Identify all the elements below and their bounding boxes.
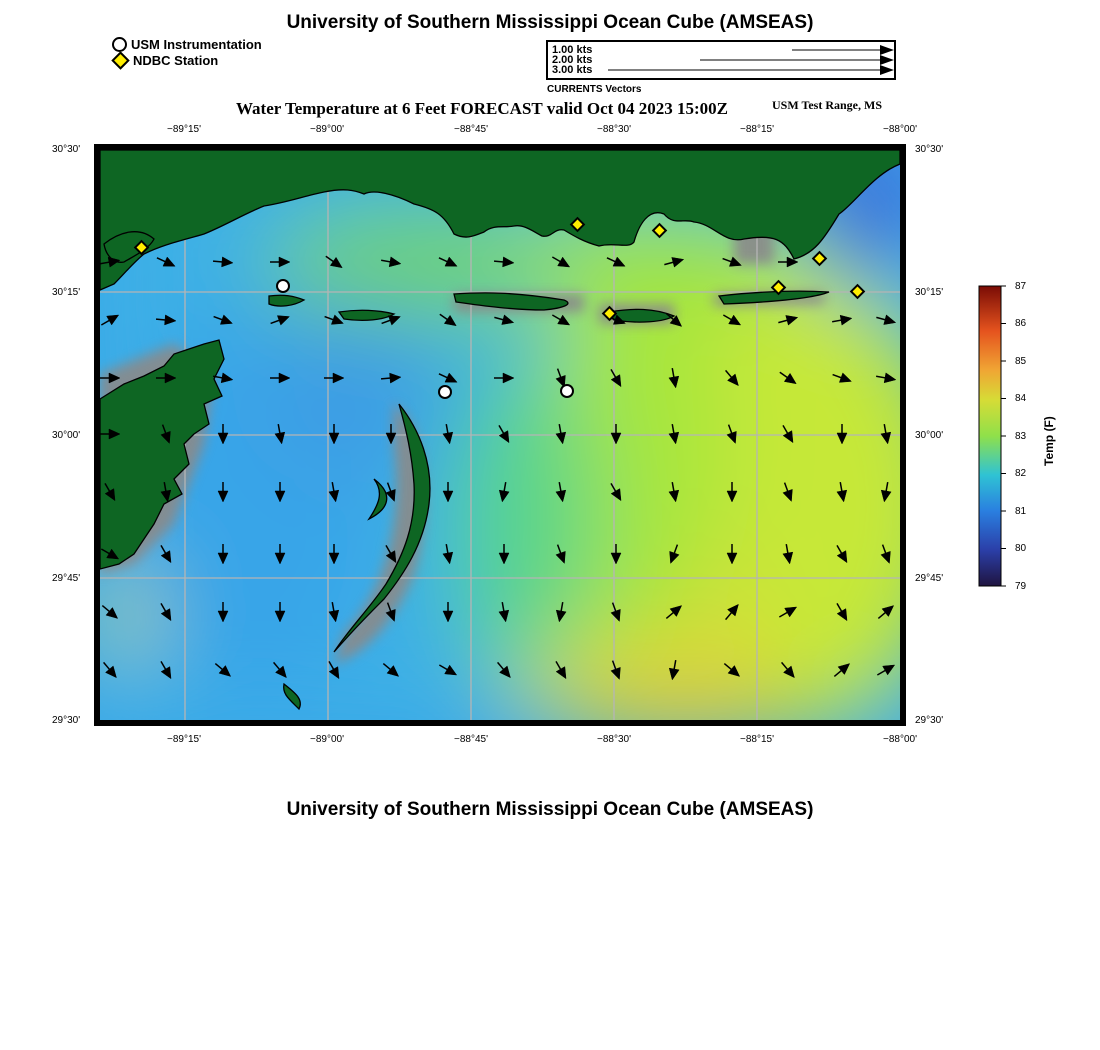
colorbar-ramp xyxy=(979,286,1001,586)
lon-tick-top: −88°45' xyxy=(454,124,488,135)
lon-tick-bottom: −89°15' xyxy=(167,734,201,745)
lon-tick-top: −88°15' xyxy=(740,124,774,135)
arrow-icon xyxy=(880,45,894,55)
legend-usm-label: USM Instrumentation xyxy=(131,37,262,52)
lon-tick-bottom: −88°30' xyxy=(597,734,631,745)
colorbar-tick: 83 xyxy=(1015,431,1027,442)
lat-tick-left: 30°30' xyxy=(52,144,81,155)
vector-legend-row: 2.00 kts xyxy=(552,54,593,66)
lat-tick-left: 30°00' xyxy=(52,430,81,441)
lon-tick-bottom: −88°15' xyxy=(740,734,774,745)
lon-tick-bottom: −89°00' xyxy=(310,734,344,745)
usm-circle-icon xyxy=(439,386,451,398)
colorbar-tick: 82 xyxy=(1015,468,1027,479)
vector-legend xyxy=(546,40,896,80)
lon-tick-top: −89°15' xyxy=(167,124,201,135)
legend-ndbc xyxy=(112,53,218,68)
lat-tick-right: 30°30' xyxy=(915,144,944,155)
page-title: University of Southern Mississippi Ocean Cube (AMSEAS) xyxy=(286,12,814,33)
location-label: USM Test Range, MS xyxy=(772,98,883,112)
temperature-map[interactable] xyxy=(94,144,908,728)
colorbar-tick: 84 xyxy=(1015,393,1027,404)
lat-tick-right: 30°00' xyxy=(915,430,944,441)
usm-circle-icon xyxy=(277,280,289,292)
colorbar xyxy=(976,282,1012,592)
lat-tick-left: 29°30' xyxy=(52,715,81,726)
legend-usm xyxy=(112,37,262,52)
usm-circle-icon xyxy=(112,37,127,52)
lat-tick-right: 29°45' xyxy=(915,573,944,584)
footer-title: University of Southern Mississippi Ocean Cube (AMSEAS) xyxy=(286,799,814,820)
colorbar-tick: 80 xyxy=(1015,543,1027,554)
map-subtitle: Water Temperature at 6 Feet FORECAST valid Oct 04 2023 15:00Z xyxy=(236,99,729,118)
vector-legend-caption: CURRENTS Vectors xyxy=(547,84,642,95)
colorbar-tick: 86 xyxy=(1015,318,1027,329)
lon-tick-bottom: −88°00' xyxy=(883,734,917,745)
colorbar-tick: 79 xyxy=(1015,581,1027,592)
lat-tick-right: 30°15' xyxy=(915,287,944,298)
usm-circle-icon xyxy=(561,385,573,397)
vector-legend-arrows xyxy=(548,42,894,78)
lat-tick-left: 30°15' xyxy=(52,287,81,298)
arrow-icon xyxy=(880,65,894,75)
colorbar-title: Temp (F) xyxy=(1042,416,1056,466)
lon-tick-top: −89°00' xyxy=(310,124,344,135)
colorbar-tick: 87 xyxy=(1015,281,1027,292)
vector-legend-row: 1.00 kts xyxy=(552,44,593,56)
lat-tick-right: 29°30' xyxy=(915,715,944,726)
legend-ndbc-label: NDBC Station xyxy=(133,53,219,68)
vector-legend-row: 3.00 kts xyxy=(552,64,593,76)
arrow-icon xyxy=(880,55,894,65)
lat-tick-left: 29°45' xyxy=(52,573,81,584)
colorbar-tick: 81 xyxy=(1015,506,1027,517)
colorbar-tick: 85 xyxy=(1015,356,1027,367)
lon-tick-top: −88°30' xyxy=(597,124,631,135)
lon-tick-bottom: −88°45' xyxy=(454,734,488,745)
lon-tick-top: −88°00' xyxy=(883,124,917,135)
ndbc-diamond-icon xyxy=(111,51,129,69)
